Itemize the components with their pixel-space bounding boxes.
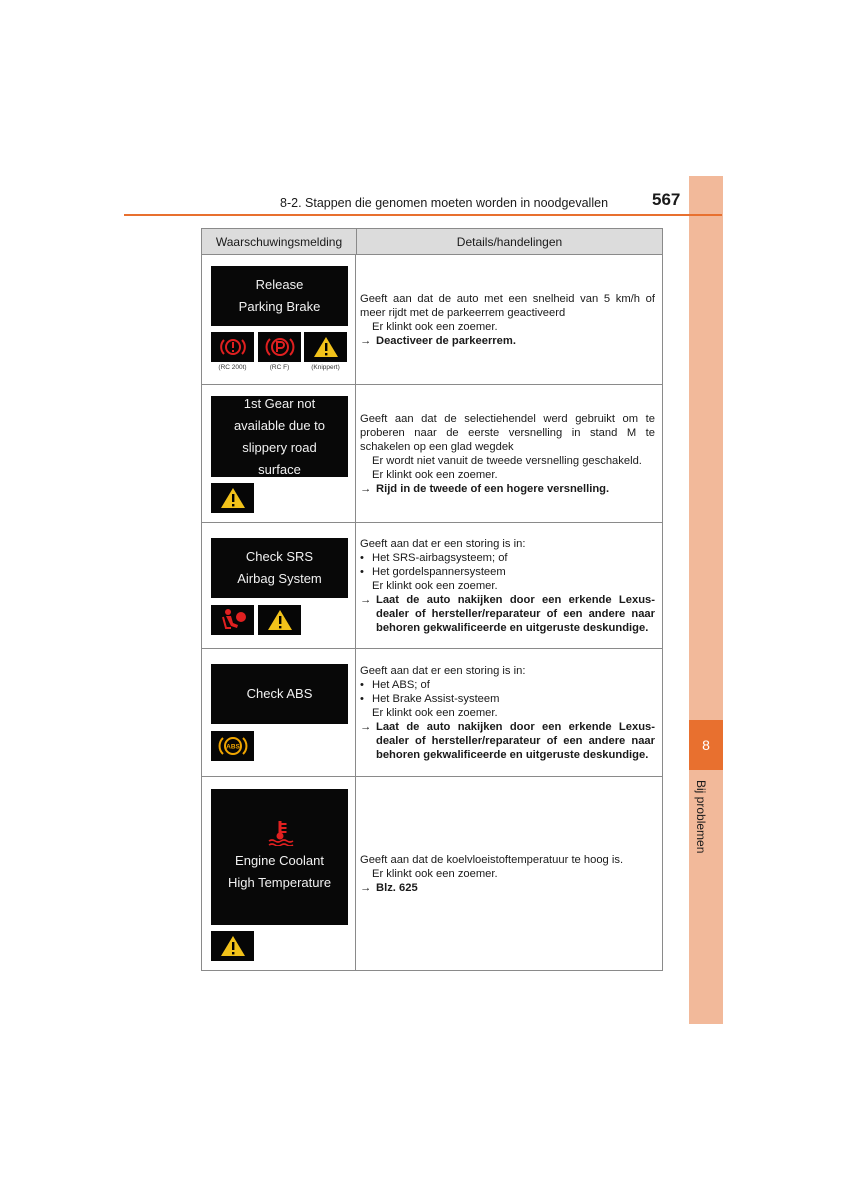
warning-cell: [202, 649, 356, 776]
action-label: Laat de auto nakijken door een erkende Lexus-dealer of hersteller/reparateur of een andere naar behoren gekwalificeerde en uitgeruste deskundige.: [376, 720, 655, 761]
master-warning-icon: [258, 605, 301, 635]
list-item: • Het ABS; of: [360, 678, 430, 691]
screen-line: Check ABS: [246, 686, 313, 701]
table-header: [202, 229, 662, 255]
action-label: Rijd in de tweede of een hogere versnelling.: [376, 482, 610, 495]
details-cell: [356, 523, 662, 648]
screen-line: Engine Coolant: [235, 853, 324, 868]
list-item: • Het SRS-airbagsysteem; of: [360, 551, 508, 564]
action-text: → Deactiveer de parkeerrem.: [360, 334, 655, 348]
note-text: Er klinkt ook een zoemer.: [372, 706, 498, 719]
screen-line: available due to: [233, 417, 326, 433]
warning-cell: [202, 523, 356, 648]
chapter-label: Bij problemen: [694, 780, 708, 854]
screen-line: Parking Brake: [238, 299, 321, 314]
screen-line: Check SRS: [245, 549, 314, 564]
list-item: • Het gordelspannersysteem: [360, 565, 506, 578]
details-cell: [356, 777, 662, 970]
intro-text: Geeft aan dat er een storing is in:: [360, 664, 526, 677]
column-header-details: Details/handelingen: [456, 234, 563, 249]
master-warning-icon: [211, 483, 254, 513]
note-text: Er klinkt ook een zoemer.: [372, 468, 498, 481]
action-label: Deactiveer de parkeerrem.: [376, 334, 516, 347]
abs-icon-label: ABS: [225, 743, 240, 751]
note-text: Er klinkt ook een zoemer.: [372, 320, 498, 333]
chapter-number: 8: [689, 720, 723, 770]
display-screen: [211, 664, 348, 724]
action-text: → Laat de auto nakijken door een erkende Lexus-dealer of hersteller/reparateur of een andere naar behoren gekwalificeerde en uitgeruste deskundige.: [360, 720, 655, 761]
warning-cell: [202, 777, 356, 970]
abs-icon: [211, 731, 254, 761]
warning-cell: [202, 385, 356, 522]
master-warning-icon: [304, 332, 347, 362]
display-screen: [211, 266, 348, 326]
caption-rcf: (RC F): [269, 364, 290, 371]
table-row: [202, 777, 662, 970]
warning-table: [201, 228, 663, 971]
screen-line: slippery road: [242, 439, 317, 455]
column-header-warning: Waarschuwingsmelding: [202, 229, 357, 254]
table-row: [202, 649, 662, 777]
note-text: Er wordt niet vanuit de tweede versnelling geschakeld.: [372, 454, 642, 467]
table-row: [202, 523, 662, 649]
note-text: Er klinkt ook een zoemer.: [372, 867, 498, 880]
parking-brake-icon: [258, 332, 301, 362]
caption-rc200t: (RC 200t): [218, 364, 247, 371]
brake-warning-icon: [211, 332, 254, 362]
screen-line: Airbag System: [237, 571, 322, 586]
display-screen: [211, 538, 348, 598]
screen-line: surface: [258, 461, 301, 477]
table-row: [202, 255, 662, 385]
airbag-warning-icon: [211, 605, 254, 635]
description-text: Geeft aan dat de koelvloeistoftemperatuur te hoog is.: [360, 853, 624, 866]
action-text: → Rijd in de tweede of een hogere versnelling.: [360, 482, 655, 496]
chapter-side-tab: [689, 176, 723, 1024]
list-item-text: Het Brake Assist-systeem: [372, 692, 500, 705]
display-screen: [211, 789, 348, 925]
description-text: Geeft aan dat de auto met een snelheid van 5 km/h of meer rijdt met de parkeerrem geactiveerd: [360, 292, 655, 319]
screen-line: Release: [255, 277, 304, 292]
table-row: [202, 385, 662, 523]
screen-line: High Temperature: [227, 875, 332, 890]
details-cell: [356, 385, 662, 522]
action-text: → Laat de auto nakijken door een erkende Lexus-dealer of hersteller/reparateur of een andere naar behoren gekwalificeerde en uitgeruste deskundige.: [360, 593, 655, 634]
action-label: Laat de auto nakijken door een erkende Lexus-dealer of hersteller/reparateur of een andere naar behoren gekwalificeerde en uitgeruste deskundige.: [376, 593, 655, 634]
section-title: 8-2. Stappen die genomen moeten worden in noodgevallen: [280, 196, 609, 210]
list-item-text: Het ABS; of: [372, 678, 430, 691]
page-number: 567: [652, 190, 681, 209]
description-text: Geeft aan dat de selectiehendel werd gebruikt om te proberen naar de eerste versnelling in stand M te schakelen op een glad wegdek: [360, 412, 655, 453]
action-text: → Blz. 625: [360, 881, 655, 895]
details-cell: [356, 649, 662, 776]
warning-cell: [202, 255, 356, 384]
list-item-text: Het gordelspannersysteem: [372, 565, 506, 578]
coolant-temp-icon: [266, 820, 294, 846]
header-rule: [124, 214, 722, 216]
master-warning-icon: [211, 931, 254, 961]
action-label: Blz. 625: [376, 881, 418, 894]
caption-knippert: (Knippert): [311, 364, 340, 371]
note-text: Er klinkt ook een zoemer.: [372, 579, 498, 592]
list-item-text: Het SRS-airbagsysteem; of: [372, 551, 508, 564]
screen-line: 1st Gear not: [243, 395, 316, 411]
list-item: • Het Brake Assist-systeem: [360, 692, 500, 705]
intro-text: Geeft aan dat er een storing is in:: [360, 537, 526, 550]
display-screen: [211, 396, 348, 477]
details-cell: [356, 255, 662, 384]
